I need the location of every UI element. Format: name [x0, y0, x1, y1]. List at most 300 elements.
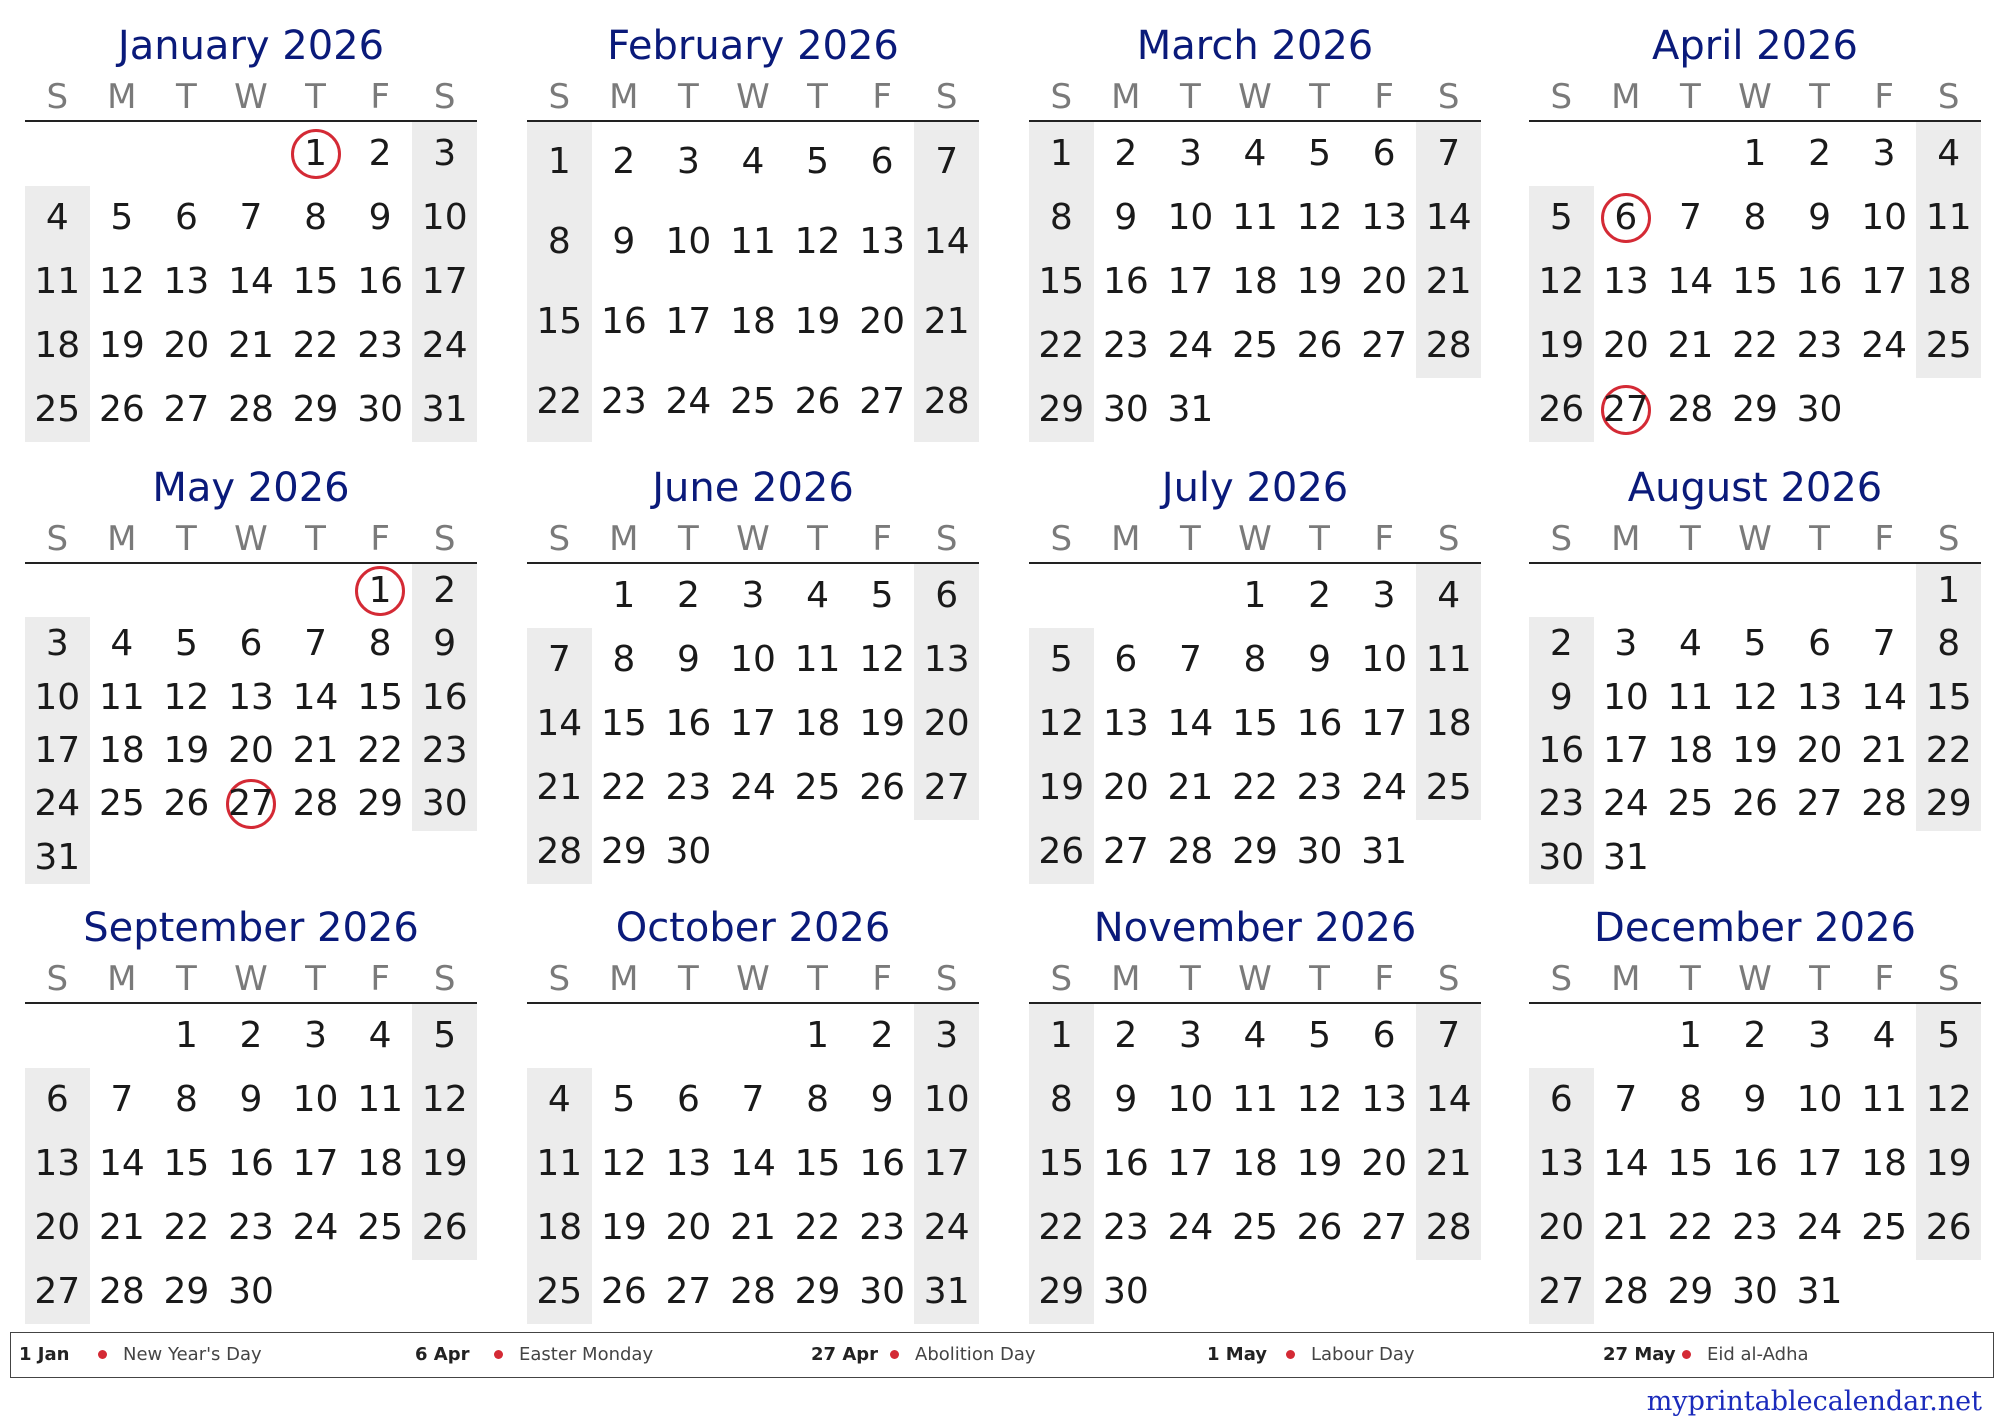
day-cell[interactable]: [785, 202, 850, 282]
day-cell[interactable]: [1594, 378, 1659, 442]
day-cell[interactable]: [90, 378, 155, 442]
day-cell[interactable]: [527, 692, 592, 756]
day-cell[interactable]: [592, 1132, 657, 1196]
day-cell[interactable]: [914, 202, 979, 282]
day-cell[interactable]: [25, 186, 90, 250]
day-cell[interactable]: [1787, 617, 1852, 670]
day-cell[interactable]: [914, 1132, 979, 1196]
day-cell[interactable]: [1787, 1260, 1852, 1324]
day-cell[interactable]: [25, 1132, 90, 1196]
day-cell[interactable]: [1658, 1132, 1723, 1196]
day-cell[interactable]: [656, 564, 721, 628]
day-cell[interactable]: [1158, 186, 1223, 250]
day-cell[interactable]: [1094, 756, 1159, 820]
day-cell[interactable]: [1094, 692, 1159, 756]
day-cell[interactable]: [90, 186, 155, 250]
day-cell[interactable]: [1352, 756, 1417, 820]
day-cell[interactable]: [721, 362, 786, 442]
day-cell[interactable]: [721, 692, 786, 756]
day-cell[interactable]: [1223, 122, 1288, 186]
day-cell[interactable]: [1094, 1068, 1159, 1132]
day-cell[interactable]: [283, 617, 348, 670]
day-cell[interactable]: [1158, 314, 1223, 378]
day-cell[interactable]: [1916, 186, 1981, 250]
day-cell[interactable]: [1416, 564, 1481, 628]
day-cell[interactable]: [283, 314, 348, 378]
day-cell[interactable]: [1029, 1068, 1094, 1132]
day-cell[interactable]: [412, 186, 477, 250]
day-cell[interactable]: [527, 282, 592, 362]
day-cell[interactable]: [592, 202, 657, 282]
day-cell[interactable]: [219, 250, 284, 314]
day-cell[interactable]: [90, 1260, 155, 1324]
day-cell[interactable]: [721, 1196, 786, 1260]
day-cell[interactable]: [785, 282, 850, 362]
day-cell[interactable]: [1594, 186, 1659, 250]
day-cell[interactable]: [1287, 820, 1352, 884]
day-cell[interactable]: [1787, 1004, 1852, 1068]
day-cell[interactable]: [1916, 777, 1981, 830]
day-cell[interactable]: [1658, 250, 1723, 314]
day-cell[interactable]: [1416, 122, 1481, 186]
day-cell[interactable]: [348, 564, 413, 617]
day-cell[interactable]: [1852, 314, 1917, 378]
day-cell[interactable]: [1529, 378, 1594, 442]
day-cell[interactable]: [1287, 756, 1352, 820]
day-cell[interactable]: [1594, 250, 1659, 314]
day-cell[interactable]: [1094, 314, 1159, 378]
day-cell[interactable]: [1852, 186, 1917, 250]
day-cell[interactable]: [1223, 1196, 1288, 1260]
day-cell[interactable]: [1223, 692, 1288, 756]
day-cell[interactable]: [1352, 692, 1417, 756]
day-cell[interactable]: [154, 1068, 219, 1132]
day-cell[interactable]: [656, 820, 721, 884]
day-cell[interactable]: [1529, 1260, 1594, 1324]
day-cell[interactable]: [785, 1132, 850, 1196]
day-cell[interactable]: [348, 378, 413, 442]
day-cell[interactable]: [1529, 1132, 1594, 1196]
day-cell[interactable]: [785, 362, 850, 442]
day-cell[interactable]: [25, 314, 90, 378]
day-cell[interactable]: [1723, 1068, 1788, 1132]
day-cell[interactable]: [1158, 1068, 1223, 1132]
day-cell[interactable]: [1594, 1132, 1659, 1196]
day-cell[interactable]: [219, 1004, 284, 1068]
day-cell[interactable]: [592, 1260, 657, 1324]
day-cell[interactable]: [1223, 1132, 1288, 1196]
day-cell[interactable]: [1223, 820, 1288, 884]
day-cell[interactable]: [1529, 250, 1594, 314]
day-cell[interactable]: [656, 756, 721, 820]
day-cell[interactable]: [656, 1132, 721, 1196]
day-cell[interactable]: [154, 1260, 219, 1324]
day-cell[interactable]: [1787, 1196, 1852, 1260]
day-cell[interactable]: [656, 1068, 721, 1132]
day-cell[interactable]: [412, 617, 477, 670]
day-cell[interactable]: [527, 1068, 592, 1132]
day-cell[interactable]: [1223, 314, 1288, 378]
day-cell[interactable]: [154, 186, 219, 250]
day-cell[interactable]: [25, 1196, 90, 1260]
day-cell[interactable]: [785, 1004, 850, 1068]
day-cell[interactable]: [1529, 617, 1594, 670]
day-cell[interactable]: [1223, 186, 1288, 250]
day-cell[interactable]: [283, 1068, 348, 1132]
day-cell[interactable]: [1529, 777, 1594, 830]
day-cell[interactable]: [1723, 724, 1788, 777]
day-cell[interactable]: [1852, 122, 1917, 186]
day-cell[interactable]: [1852, 724, 1917, 777]
day-cell[interactable]: [1029, 186, 1094, 250]
day-cell[interactable]: [283, 186, 348, 250]
day-cell[interactable]: [1223, 564, 1288, 628]
day-cell[interactable]: [1852, 250, 1917, 314]
day-cell[interactable]: [785, 122, 850, 202]
day-cell[interactable]: [1852, 671, 1917, 724]
day-cell[interactable]: [721, 282, 786, 362]
day-cell[interactable]: [154, 724, 219, 777]
day-cell[interactable]: [1852, 617, 1917, 670]
day-cell[interactable]: [1787, 122, 1852, 186]
day-cell[interactable]: [1416, 756, 1481, 820]
day-cell[interactable]: [1094, 378, 1159, 442]
day-cell[interactable]: [592, 1196, 657, 1260]
day-cell[interactable]: [1094, 1132, 1159, 1196]
day-cell[interactable]: [1916, 1196, 1981, 1260]
day-cell[interactable]: [348, 1196, 413, 1260]
day-cell[interactable]: [527, 1132, 592, 1196]
day-cell[interactable]: [1416, 186, 1481, 250]
day-cell[interactable]: [348, 671, 413, 724]
day-cell[interactable]: [1287, 1004, 1352, 1068]
day-cell[interactable]: [656, 282, 721, 362]
day-cell[interactable]: [914, 282, 979, 362]
day-cell[interactable]: [348, 1068, 413, 1132]
day-cell[interactable]: [90, 777, 155, 830]
day-cell[interactable]: [1158, 122, 1223, 186]
day-cell[interactable]: [1594, 314, 1659, 378]
day-cell[interactable]: [154, 777, 219, 830]
day-cell[interactable]: [1352, 314, 1417, 378]
day-cell[interactable]: [25, 1068, 90, 1132]
day-cell[interactable]: [154, 378, 219, 442]
day-cell[interactable]: [348, 617, 413, 670]
day-cell[interactable]: [348, 1004, 413, 1068]
day-cell[interactable]: [721, 564, 786, 628]
day-cell[interactable]: [850, 628, 915, 692]
day-cell[interactable]: [412, 1132, 477, 1196]
day-cell[interactable]: [1223, 628, 1288, 692]
day-cell[interactable]: [283, 724, 348, 777]
day-cell[interactable]: [1352, 122, 1417, 186]
day-cell[interactable]: [154, 671, 219, 724]
day-cell[interactable]: [656, 1260, 721, 1324]
day-cell[interactable]: [1158, 1132, 1223, 1196]
day-cell[interactable]: [412, 671, 477, 724]
day-cell[interactable]: [1594, 724, 1659, 777]
day-cell[interactable]: [90, 724, 155, 777]
day-cell[interactable]: [348, 250, 413, 314]
day-cell[interactable]: [1416, 628, 1481, 692]
day-cell[interactable]: [1094, 186, 1159, 250]
day-cell[interactable]: [348, 777, 413, 830]
day-cell[interactable]: [527, 1260, 592, 1324]
day-cell[interactable]: [1287, 1196, 1352, 1260]
day-cell[interactable]: [219, 724, 284, 777]
day-cell[interactable]: [90, 314, 155, 378]
day-cell[interactable]: [1852, 1068, 1917, 1132]
day-cell[interactable]: [1723, 314, 1788, 378]
day-cell[interactable]: [25, 671, 90, 724]
day-cell[interactable]: [348, 122, 413, 186]
day-cell[interactable]: [1352, 250, 1417, 314]
day-cell[interactable]: [1658, 724, 1723, 777]
day-cell[interactable]: [1594, 1196, 1659, 1260]
day-cell[interactable]: [785, 564, 850, 628]
day-cell[interactable]: [785, 628, 850, 692]
day-cell[interactable]: [527, 756, 592, 820]
day-cell[interactable]: [785, 756, 850, 820]
day-cell[interactable]: [1287, 1132, 1352, 1196]
day-cell[interactable]: [1029, 378, 1094, 442]
day-cell[interactable]: [1723, 1132, 1788, 1196]
day-cell[interactable]: [348, 1132, 413, 1196]
day-cell[interactable]: [1723, 1196, 1788, 1260]
day-cell[interactable]: [914, 1068, 979, 1132]
day-cell[interactable]: [1416, 1068, 1481, 1132]
day-cell[interactable]: [1029, 250, 1094, 314]
day-cell[interactable]: [25, 378, 90, 442]
day-cell[interactable]: [1287, 628, 1352, 692]
day-cell[interactable]: [721, 1132, 786, 1196]
day-cell[interactable]: [1158, 756, 1223, 820]
day-cell[interactable]: [721, 122, 786, 202]
day-cell[interactable]: [1723, 186, 1788, 250]
day-cell[interactable]: [1158, 1196, 1223, 1260]
day-cell[interactable]: [412, 250, 477, 314]
day-cell[interactable]: [914, 628, 979, 692]
day-cell[interactable]: [1916, 1132, 1981, 1196]
day-cell[interactable]: [219, 1068, 284, 1132]
day-cell[interactable]: [1029, 314, 1094, 378]
day-cell[interactable]: [1658, 1004, 1723, 1068]
day-cell[interactable]: [283, 777, 348, 830]
day-cell[interactable]: [283, 671, 348, 724]
day-cell[interactable]: [1852, 777, 1917, 830]
day-cell[interactable]: [1352, 1132, 1417, 1196]
day-cell[interactable]: [219, 671, 284, 724]
day-cell[interactable]: [850, 1068, 915, 1132]
day-cell[interactable]: [592, 820, 657, 884]
day-cell[interactable]: [1094, 820, 1159, 884]
day-cell[interactable]: [1287, 314, 1352, 378]
day-cell[interactable]: [1158, 692, 1223, 756]
day-cell[interactable]: [592, 564, 657, 628]
day-cell[interactable]: [1658, 378, 1723, 442]
day-cell[interactable]: [656, 628, 721, 692]
day-cell[interactable]: [592, 756, 657, 820]
day-cell[interactable]: [1916, 1004, 1981, 1068]
day-cell[interactable]: [90, 1068, 155, 1132]
day-cell[interactable]: [283, 122, 348, 186]
day-cell[interactable]: [592, 1068, 657, 1132]
day-cell[interactable]: [90, 671, 155, 724]
day-cell[interactable]: [1723, 122, 1788, 186]
day-cell[interactable]: [1916, 122, 1981, 186]
day-cell[interactable]: [348, 186, 413, 250]
day-cell[interactable]: [1658, 1196, 1723, 1260]
day-cell[interactable]: [219, 777, 284, 830]
day-cell[interactable]: [1094, 250, 1159, 314]
day-cell[interactable]: [850, 564, 915, 628]
day-cell[interactable]: [219, 1260, 284, 1324]
day-cell[interactable]: [914, 564, 979, 628]
day-cell[interactable]: [1029, 1004, 1094, 1068]
day-cell[interactable]: [592, 692, 657, 756]
day-cell[interactable]: [1029, 1196, 1094, 1260]
day-cell[interactable]: [656, 1196, 721, 1260]
day-cell[interactable]: [1029, 820, 1094, 884]
day-cell[interactable]: [90, 1132, 155, 1196]
day-cell[interactable]: [1416, 250, 1481, 314]
day-cell[interactable]: [1658, 671, 1723, 724]
day-cell[interactable]: [1158, 378, 1223, 442]
day-cell[interactable]: [1916, 314, 1981, 378]
day-cell[interactable]: [1852, 1132, 1917, 1196]
day-cell[interactable]: [785, 1068, 850, 1132]
day-cell[interactable]: [90, 250, 155, 314]
day-cell[interactable]: [1223, 756, 1288, 820]
day-cell[interactable]: [1723, 1004, 1788, 1068]
day-cell[interactable]: [1723, 617, 1788, 670]
day-cell[interactable]: [1658, 617, 1723, 670]
day-cell[interactable]: [1916, 724, 1981, 777]
day-cell[interactable]: [1787, 1132, 1852, 1196]
day-cell[interactable]: [1287, 692, 1352, 756]
day-cell[interactable]: [914, 122, 979, 202]
day-cell[interactable]: [1287, 186, 1352, 250]
day-cell[interactable]: [1352, 186, 1417, 250]
day-cell[interactable]: [527, 362, 592, 442]
day-cell[interactable]: [412, 1004, 477, 1068]
day-cell[interactable]: [25, 250, 90, 314]
day-cell[interactable]: [1594, 777, 1659, 830]
day-cell[interactable]: [1223, 250, 1288, 314]
day-cell[interactable]: [1158, 1004, 1223, 1068]
day-cell[interactable]: [1658, 186, 1723, 250]
day-cell[interactable]: [656, 362, 721, 442]
day-cell[interactable]: [592, 282, 657, 362]
day-cell[interactable]: [154, 617, 219, 670]
day-cell[interactable]: [1529, 831, 1594, 884]
day-cell[interactable]: [721, 756, 786, 820]
day-cell[interactable]: [283, 378, 348, 442]
day-cell[interactable]: [850, 202, 915, 282]
day-cell[interactable]: [25, 1260, 90, 1324]
day-cell[interactable]: [1416, 1196, 1481, 1260]
day-cell[interactable]: [1852, 1196, 1917, 1260]
day-cell[interactable]: [1029, 628, 1094, 692]
day-cell[interactable]: [592, 122, 657, 202]
day-cell[interactable]: [850, 122, 915, 202]
day-cell[interactable]: [850, 756, 915, 820]
day-cell[interactable]: [154, 1004, 219, 1068]
day-cell[interactable]: [721, 628, 786, 692]
day-cell[interactable]: [914, 1260, 979, 1324]
day-cell[interactable]: [850, 1004, 915, 1068]
day-cell[interactable]: [1352, 820, 1417, 884]
day-cell[interactable]: [412, 1068, 477, 1132]
day-cell[interactable]: [348, 724, 413, 777]
day-cell[interactable]: [1287, 122, 1352, 186]
day-cell[interactable]: [1158, 820, 1223, 884]
day-cell[interactable]: [1352, 564, 1417, 628]
day-cell[interactable]: [850, 282, 915, 362]
day-cell[interactable]: [1723, 378, 1788, 442]
day-cell[interactable]: [850, 1196, 915, 1260]
day-cell[interactable]: [1416, 314, 1481, 378]
day-cell[interactable]: [1916, 564, 1981, 617]
day-cell[interactable]: [1094, 628, 1159, 692]
day-cell[interactable]: [1094, 1260, 1159, 1324]
day-cell[interactable]: [1787, 186, 1852, 250]
day-cell[interactable]: [721, 202, 786, 282]
day-cell[interactable]: [527, 820, 592, 884]
day-cell[interactable]: [412, 1196, 477, 1260]
day-cell[interactable]: [1158, 250, 1223, 314]
day-cell[interactable]: [1658, 777, 1723, 830]
day-cell[interactable]: [656, 202, 721, 282]
day-cell[interactable]: [219, 1132, 284, 1196]
day-cell[interactable]: [90, 617, 155, 670]
day-cell[interactable]: [1029, 1260, 1094, 1324]
site-watermark[interactable]: myprintablecalendar.net: [1646, 1386, 1982, 1417]
day-cell[interactable]: [348, 314, 413, 378]
day-cell[interactable]: [1529, 1068, 1594, 1132]
day-cell[interactable]: [656, 692, 721, 756]
day-cell[interactable]: [1352, 1068, 1417, 1132]
day-cell[interactable]: [721, 1068, 786, 1132]
day-cell[interactable]: [850, 1260, 915, 1324]
day-cell[interactable]: [154, 314, 219, 378]
day-cell[interactable]: [527, 628, 592, 692]
day-cell[interactable]: [1223, 1004, 1288, 1068]
day-cell[interactable]: [1658, 1260, 1723, 1324]
day-cell[interactable]: [1916, 617, 1981, 670]
day-cell[interactable]: [1658, 1068, 1723, 1132]
day-cell[interactable]: [527, 122, 592, 202]
day-cell[interactable]: [1787, 671, 1852, 724]
day-cell[interactable]: [1287, 564, 1352, 628]
day-cell[interactable]: [1416, 692, 1481, 756]
day-cell[interactable]: [1852, 1004, 1917, 1068]
day-cell[interactable]: [154, 250, 219, 314]
day-cell[interactable]: [412, 378, 477, 442]
day-cell[interactable]: [1787, 1068, 1852, 1132]
day-cell[interactable]: [1658, 314, 1723, 378]
day-cell[interactable]: [1594, 1068, 1659, 1132]
day-cell[interactable]: [1594, 831, 1659, 884]
day-cell[interactable]: [1787, 378, 1852, 442]
day-cell[interactable]: [914, 1196, 979, 1260]
day-cell[interactable]: [721, 1260, 786, 1324]
day-cell[interactable]: [1787, 777, 1852, 830]
day-cell[interactable]: [90, 1196, 155, 1260]
day-cell[interactable]: [1352, 1196, 1417, 1260]
day-cell[interactable]: [1787, 250, 1852, 314]
day-cell[interactable]: [1416, 1004, 1481, 1068]
